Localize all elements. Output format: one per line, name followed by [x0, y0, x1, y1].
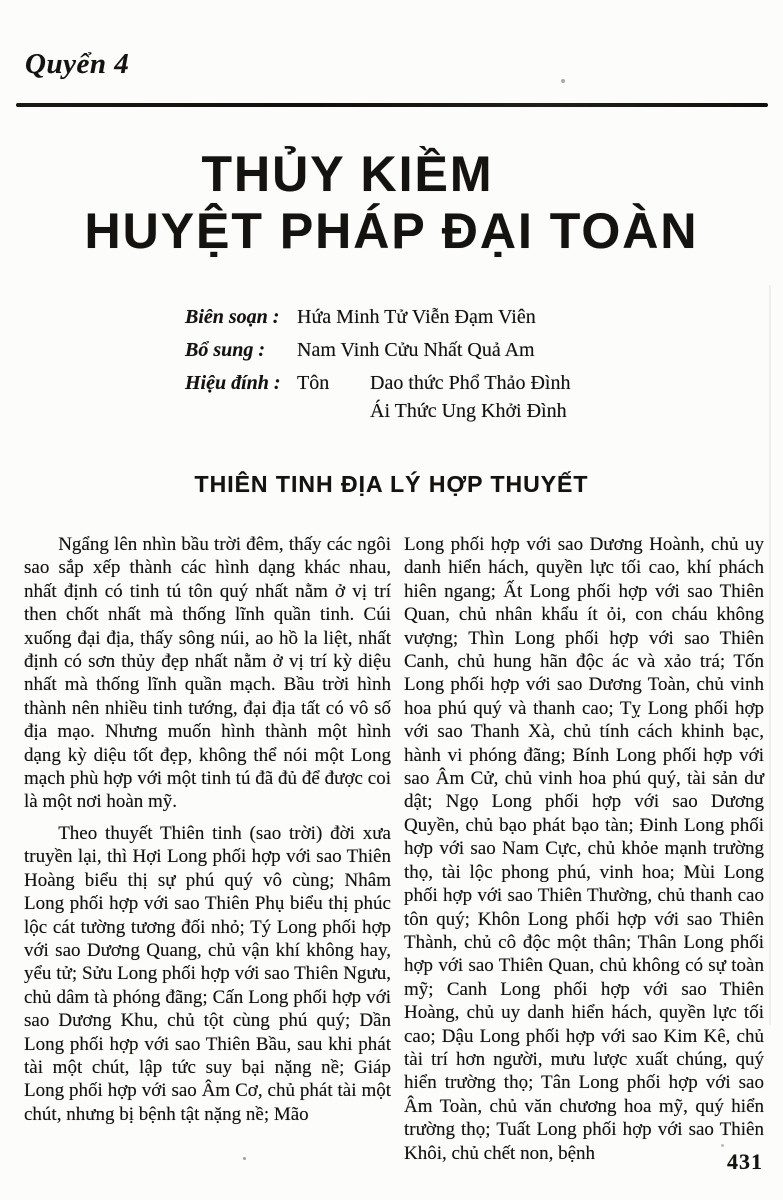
page-number: 431: [727, 1149, 763, 1174]
scan-artifact: [243, 1157, 246, 1160]
scan-streak: [769, 285, 771, 1025]
book-title: [0, 146, 783, 260]
credit-value: Nam Vinh Cửu Nhất Quả Am: [297, 339, 535, 361]
credit-value-group: [370, 372, 570, 422]
body-text: [24, 533, 764, 1165]
volume-label: Quyển 4: [25, 48, 130, 80]
scan-artifact: [561, 79, 565, 83]
paragraph: Theo thuyết Thiên tinh (sao trời) đời xưa truyền lại, thì Hợi Long phối hợp với sao Thiên Hoàng biểu thị sự phú quý vô cùng; Nhâm Long phối hợp với sao Thiên Phụ biểu thị phúc lộc cát tường tương đối nhỏ; Tý Long phối hợp với sao Dương Quang, chủ vận khí không hay, yểu tử; Sửu Long phối hợp với sao Thiên Ngưu, chủ dâm tà phóng đãng; Cấn Long phối hợp với sao Dương Khu, chủ tột cùng phú quý; Dần Long phối hợp với sao Thiên Bầu, sau khi phát tài một chút, lập tức suy bại nặng nề; Giáp Long phối hợp với sao Âm Cơ, chủ phát tài một chút, nhưng bị bệnh tật nặng nề; Mão: [24, 822, 391, 1125]
credit-row-editor: [185, 372, 570, 422]
book-title-line2: HUYỆT PHÁP ĐẠI TOÀN: [84, 203, 699, 259]
credit-value: Tôn: [297, 372, 330, 394]
book-title-line1: THỦY KIỀM: [201, 146, 494, 202]
credit-value-line: Ái Thức Ung Khởi Đình: [370, 400, 567, 422]
credits-block: [185, 306, 570, 433]
credit-label: Hiệu đính :: [185, 372, 281, 394]
credit-row-supplement: [185, 339, 570, 361]
body-column-left: [24, 533, 391, 1165]
paragraph: Long phối hợp với sao Dương Hoành, chủ uy danh hiển hách, quyền lực tối cao, khí phách hiên ngang; Ất Long phối hợp với sao Thiên Quan, chủ nhân khẩu ít ỏi, con cháu không vượng; Thìn Long phối hợp với sao Thiên Canh, chủ hung hãn độc ác và xảo trá; Tốn Long phối hợp với sao Dương Toàn, chủ vinh hoa phú quý và thanh cao; Tỵ Long phối hợp với sao Thanh Xà, chủ tính cách khinh bạc, hành vi phóng đãng; Bính Long phối hợp với sao Âm Cử, chủ vinh hoa phú quý, tài sản dư dật; Ngọ Long phối hợp với sao Dương Quyền, chủ bạo phát bạo tàn; Đinh Long phối hợp với sao Nam Cực, chủ khỏe mạnh trường thọ, tài lộc phong phú, vinh hoa; Mùi Long phối hợp với sao Thiên Thường, chủ thanh cao tôn quý; Khôn Long phối hợp với sao Thiên Thành, chủ cô độc một thân; Thân Long phối hợp với sao Thiên Quan, chủ không có sự toàn mỹ; Canh Long phối hợp với sao Thiên Hoàng, chủ uy danh hiển hách, quyền lực tối cao; Dậu Long phối hợp với sao Kim Kê, chủ tài trí hơn người, mưu lược xuất chúng, quý hiển trường thọ; Tân Long phối hợp với sao Âm Toàn, chủ văn chương hoa mỹ, quý hiển trường thọ; Tuất Long phối hợp với sao Thiên Khôi, chủ chết non, bệnh: [404, 534, 764, 1164]
header-rule: [16, 103, 768, 107]
credit-row-compiler: [185, 306, 570, 328]
scan-artifact: [721, 1144, 724, 1147]
body-column-right: [404, 533, 764, 1165]
credit-value: Hứa Minh Tử Viễn Đạm Viên: [297, 306, 536, 328]
credit-label: Biên soạn :: [185, 306, 280, 328]
paragraph: Ngẩng lên nhìn bầu trời đêm, thấy các ngôi sao sắp xếp thành các hình dạng khác nhau, nhất định có tinh tú tôn quý nhất nằm ở vị trí then chốt nhất mà thống lĩnh quần tinh. Cúi xuống đại địa, thấy sông núi, ao hồ la liệt, nhất định có sơn thủy đẹp nhất nằm ở vị trí kỳ diệu nhất mà thống lĩnh quần mạch. Bầu trời hình thành nên nhiều tinh tướng, đại địa tất có vô số địa mạo. Nhưng muốn hình thành một hình dạng kỳ diệu tốt đẹp, không thể nói một Long mạch phù hợp với một tinh tú đã đủ để được coi là một nơi hoàn mỹ.: [24, 534, 391, 813]
credit-value-line: Dao thức Phổ Thảo Đình: [370, 372, 571, 394]
credit-label: Bổ sung :: [185, 339, 266, 361]
section-heading: THIÊN TINH ĐỊA LÝ HỢP THUYẾT: [194, 471, 589, 497]
